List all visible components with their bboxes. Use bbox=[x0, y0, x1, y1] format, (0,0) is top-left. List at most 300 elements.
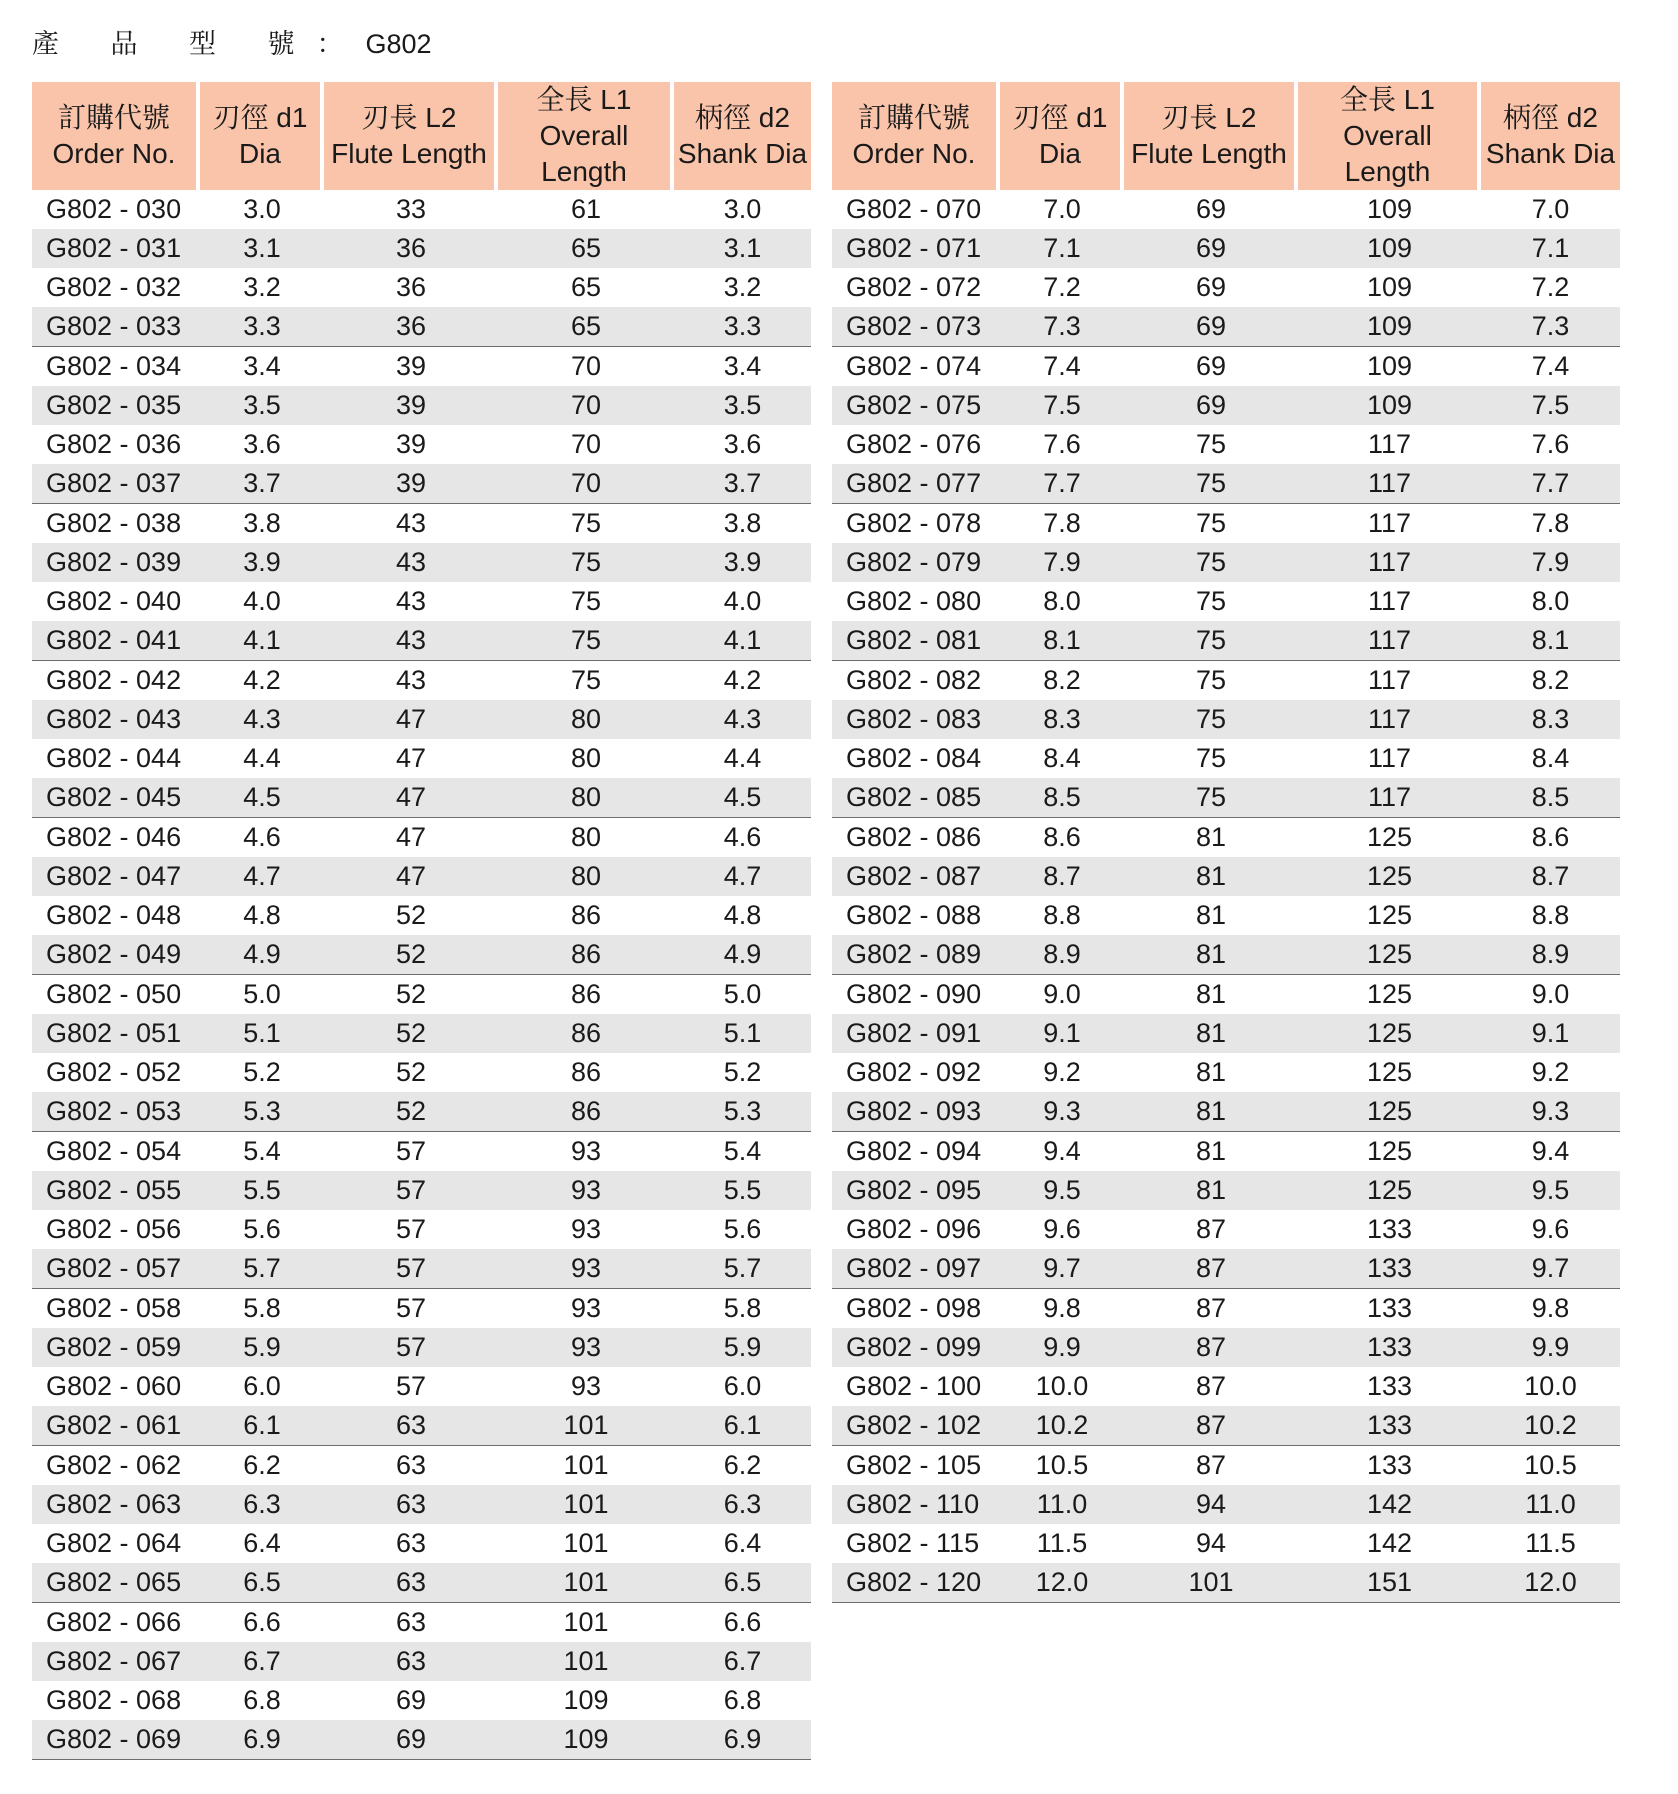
order-number-cell: G802 - 079 bbox=[832, 543, 1000, 582]
value-cell: 69 bbox=[1195, 351, 1227, 381]
table-row bbox=[32, 1524, 811, 1563]
value-cell: 93 bbox=[498, 1328, 674, 1367]
order-number-cell: G802 - 057 bbox=[32, 1249, 200, 1289]
value-cell: 8.5 bbox=[1481, 778, 1620, 818]
order-number-cell: G802 - 094 bbox=[846, 1136, 982, 1166]
order-number-cell: G802 - 078 bbox=[846, 508, 982, 538]
value-cell: 70 bbox=[498, 464, 674, 504]
value-cell: 10.0 bbox=[1035, 1371, 1089, 1401]
table-row bbox=[32, 1563, 811, 1603]
value-cell: 5.0 bbox=[243, 979, 281, 1009]
table-row bbox=[832, 1092, 1620, 1132]
table-row bbox=[832, 1249, 1620, 1289]
value-cell: 8.6 bbox=[1531, 822, 1570, 852]
order-number-cell: G802 - 067 bbox=[32, 1642, 200, 1681]
value-cell: 125 bbox=[1366, 822, 1413, 852]
value-cell: 36 bbox=[324, 229, 498, 268]
table-row bbox=[32, 190, 811, 229]
order-number-cell: G802 - 031 bbox=[32, 229, 200, 268]
value-cell: 10.2 bbox=[1481, 1406, 1620, 1446]
header-row bbox=[832, 82, 1620, 190]
value-cell: 7.5 bbox=[1481, 386, 1620, 425]
value-cell: 87 bbox=[1124, 1249, 1298, 1289]
table-row bbox=[32, 1367, 811, 1406]
value-cell: 47 bbox=[324, 700, 498, 739]
order-number-cell: G802 - 088 bbox=[846, 900, 982, 930]
order-number-cell: G802 - 056 bbox=[46, 1214, 182, 1244]
value-cell: 4.2 bbox=[243, 665, 281, 695]
order-number-cell: G802 - 048 bbox=[46, 900, 182, 930]
value-cell: 80 bbox=[498, 857, 674, 896]
value-cell: 39 bbox=[395, 429, 427, 459]
value-cell: 101 bbox=[498, 1485, 674, 1524]
value-cell: 9.8 bbox=[1043, 1293, 1081, 1323]
order-number-cell: G802 - 051 bbox=[32, 1014, 200, 1053]
value-cell: 75 bbox=[1124, 778, 1298, 818]
order-number-cell: G802 - 059 bbox=[32, 1328, 200, 1367]
order-number-cell: G802 - 038 bbox=[46, 508, 182, 538]
value-cell: 93 bbox=[570, 1214, 602, 1244]
value-cell: 109 bbox=[1366, 272, 1413, 302]
value-cell: 142 bbox=[1366, 1528, 1413, 1558]
value-cell: 4.7 bbox=[674, 857, 811, 896]
value-cell: 87 bbox=[1195, 1293, 1227, 1323]
value-cell: 93 bbox=[570, 1136, 602, 1166]
page-title bbox=[32, 22, 432, 61]
value-cell: 6.6 bbox=[723, 1607, 762, 1637]
value-cell: 70 bbox=[570, 429, 602, 459]
value-cell: 57 bbox=[395, 1214, 427, 1244]
value-cell: 8.2 bbox=[1531, 665, 1570, 695]
table-row bbox=[832, 504, 1620, 543]
value-cell: 109 bbox=[1298, 386, 1481, 425]
value-cell: 43 bbox=[395, 665, 427, 695]
table-row bbox=[832, 1289, 1620, 1328]
value-cell: 63 bbox=[324, 1406, 498, 1446]
table-row bbox=[32, 935, 811, 975]
value-cell: 117 bbox=[1367, 508, 1412, 538]
value-cell: 57 bbox=[324, 1171, 498, 1210]
value-cell: 101 bbox=[563, 1450, 609, 1480]
column-header bbox=[1000, 82, 1124, 190]
value-cell: 5.1 bbox=[200, 1014, 324, 1053]
table-row bbox=[32, 1406, 811, 1446]
value-cell: 3.6 bbox=[723, 429, 762, 459]
value-cell: 5.6 bbox=[243, 1214, 281, 1244]
order-number-cell: G802 - 032 bbox=[46, 272, 182, 302]
order-number-cell: G802 - 052 bbox=[46, 1057, 182, 1087]
table-row bbox=[832, 1406, 1620, 1446]
table-row bbox=[32, 268, 811, 307]
table-row bbox=[32, 857, 811, 896]
value-cell: 117 bbox=[1298, 464, 1481, 504]
value-cell: 9.3 bbox=[1000, 1092, 1124, 1132]
table-row bbox=[832, 1446, 1620, 1485]
value-cell: 9.5 bbox=[1000, 1171, 1124, 1210]
table-row bbox=[832, 857, 1620, 896]
value-cell: 3.8 bbox=[723, 508, 762, 538]
value-cell: 125 bbox=[1298, 1014, 1481, 1053]
value-cell: 125 bbox=[1366, 1136, 1413, 1166]
value-cell: 70 bbox=[498, 386, 674, 425]
table-row bbox=[32, 504, 811, 543]
value-cell: 11.0 bbox=[1000, 1485, 1124, 1524]
value-cell: 117 bbox=[1367, 665, 1412, 695]
order-number-cell: G802 - 035 bbox=[32, 386, 200, 425]
table-row bbox=[832, 1171, 1620, 1210]
spec-table-left bbox=[32, 82, 811, 1760]
value-cell: 9.7 bbox=[1000, 1249, 1124, 1289]
column-header-en: Shank Dia bbox=[677, 138, 808, 169]
value-cell: 3.0 bbox=[723, 194, 762, 224]
value-cell: 75 bbox=[1195, 743, 1227, 773]
table-row bbox=[832, 425, 1620, 464]
value-cell: 86 bbox=[498, 1014, 674, 1053]
value-cell: 12.0 bbox=[1000, 1563, 1124, 1603]
table-row bbox=[832, 1132, 1620, 1171]
value-cell: 81 bbox=[1124, 935, 1298, 975]
value-cell: 8.4 bbox=[1043, 743, 1081, 773]
value-cell: 63 bbox=[395, 1528, 427, 1558]
column-header-en: Flute Length bbox=[331, 138, 487, 169]
value-cell: 7.8 bbox=[1043, 508, 1081, 538]
value-cell: 4.1 bbox=[200, 621, 324, 661]
order-number-cell: G802 - 071 bbox=[832, 229, 1000, 268]
value-cell: 4.3 bbox=[200, 700, 324, 739]
table-row bbox=[832, 464, 1620, 504]
order-number-cell: G802 - 061 bbox=[32, 1406, 200, 1446]
value-cell: 8.1 bbox=[1481, 621, 1620, 661]
value-cell: 75 bbox=[498, 621, 674, 661]
value-cell: 3.6 bbox=[243, 429, 281, 459]
order-number-cell: G802 - 120 bbox=[832, 1563, 1000, 1603]
value-cell: 9.6 bbox=[1531, 1214, 1570, 1244]
column-header-en: Overall Length bbox=[539, 120, 629, 187]
value-cell: 101 bbox=[498, 1563, 674, 1603]
order-number-cell: G802 - 055 bbox=[32, 1171, 200, 1210]
table-row bbox=[32, 386, 811, 425]
value-cell: 125 bbox=[1366, 1057, 1413, 1087]
value-cell: 57 bbox=[395, 1371, 427, 1401]
value-cell: 81 bbox=[1124, 1092, 1298, 1132]
value-cell: 117 bbox=[1367, 743, 1412, 773]
table-body bbox=[832, 190, 1620, 1603]
value-cell: 36 bbox=[395, 272, 427, 302]
value-cell: 117 bbox=[1298, 700, 1481, 739]
value-cell: 57 bbox=[324, 1328, 498, 1367]
order-number-cell: G802 - 074 bbox=[846, 351, 982, 381]
value-cell: 3.5 bbox=[674, 386, 811, 425]
value-cell: 3.7 bbox=[674, 464, 811, 504]
value-cell: 8.7 bbox=[1000, 857, 1124, 896]
value-cell: 75 bbox=[1124, 464, 1298, 504]
order-number-cell: G802 - 077 bbox=[832, 464, 1000, 504]
table-row bbox=[832, 1053, 1620, 1092]
value-cell: 125 bbox=[1366, 979, 1413, 1009]
value-cell: 9.9 bbox=[1481, 1328, 1620, 1367]
value-cell: 117 bbox=[1298, 543, 1481, 582]
value-cell: 81 bbox=[1195, 822, 1227, 852]
column-header-en: Shank Dia bbox=[1485, 138, 1616, 169]
value-cell: 87 bbox=[1195, 1371, 1227, 1401]
value-cell: 52 bbox=[395, 900, 427, 930]
value-cell: 101 bbox=[563, 1528, 609, 1558]
value-cell: 109 bbox=[1298, 229, 1481, 268]
spec-table-right bbox=[832, 82, 1620, 1603]
table-row bbox=[832, 1367, 1620, 1406]
value-cell: 3.3 bbox=[674, 307, 811, 347]
value-cell: 86 bbox=[570, 979, 602, 1009]
order-number-cell: G802 - 062 bbox=[46, 1450, 182, 1480]
order-number-cell: G802 - 044 bbox=[46, 743, 182, 773]
value-cell: 7.6 bbox=[1043, 429, 1081, 459]
value-cell: 86 bbox=[498, 935, 674, 975]
order-number-cell: G802 - 066 bbox=[46, 1607, 182, 1637]
value-cell: 52 bbox=[395, 979, 427, 1009]
order-number-cell: G802 - 060 bbox=[46, 1371, 182, 1401]
value-cell: 80 bbox=[498, 700, 674, 739]
value-cell: 75 bbox=[498, 543, 674, 582]
order-number-cell: G802 - 098 bbox=[846, 1293, 982, 1323]
value-cell: 133 bbox=[1298, 1249, 1481, 1289]
value-cell: 75 bbox=[1124, 700, 1298, 739]
order-number-cell: G802 - 082 bbox=[846, 665, 982, 695]
value-cell: 5.9 bbox=[200, 1328, 324, 1367]
value-cell: 69 bbox=[1195, 194, 1227, 224]
value-cell: 6.9 bbox=[200, 1720, 324, 1760]
table-row bbox=[32, 1053, 811, 1092]
order-number-cell: G802 - 047 bbox=[32, 857, 200, 896]
column-header-zh: 訂購代號 bbox=[857, 102, 970, 133]
value-cell: 101 bbox=[1124, 1563, 1298, 1603]
column-header-zh: 柄徑 d2 bbox=[695, 102, 790, 133]
table-row bbox=[32, 1681, 811, 1720]
value-cell: 36 bbox=[324, 307, 498, 347]
value-cell: 8.2 bbox=[1043, 665, 1081, 695]
value-cell: 87 bbox=[1195, 1214, 1227, 1244]
value-cell: 125 bbox=[1298, 1171, 1481, 1210]
header-row bbox=[32, 82, 811, 190]
value-cell: 10.5 bbox=[1524, 1450, 1577, 1480]
order-number-cell: G802 - 090 bbox=[846, 979, 982, 1009]
value-cell: 4.0 bbox=[243, 586, 281, 616]
value-cell: 69 bbox=[324, 1720, 498, 1760]
value-cell: 6.2 bbox=[243, 1450, 281, 1480]
order-number-cell: G802 - 030 bbox=[46, 194, 182, 224]
value-cell: 4.0 bbox=[723, 586, 762, 616]
column-header bbox=[674, 82, 811, 190]
column-header-zh: 刃徑 d1 bbox=[1012, 102, 1108, 133]
table-row bbox=[832, 1485, 1620, 1524]
value-cell: 52 bbox=[324, 935, 498, 975]
table-row bbox=[32, 425, 811, 464]
order-number-cell: G802 - 072 bbox=[846, 272, 982, 302]
table-row bbox=[32, 1171, 811, 1210]
title-label: 產 品 型 號： bbox=[32, 29, 366, 59]
value-cell: 12.0 bbox=[1481, 1563, 1620, 1603]
order-number-cell: G802 - 080 bbox=[846, 586, 982, 616]
value-cell: 133 bbox=[1366, 1371, 1413, 1401]
order-number-cell: G802 - 087 bbox=[832, 857, 1000, 896]
value-cell: 7.2 bbox=[1043, 272, 1081, 302]
value-cell: 5.7 bbox=[200, 1249, 324, 1289]
value-cell: 6.0 bbox=[723, 1371, 762, 1401]
order-number-cell: G802 - 095 bbox=[832, 1171, 1000, 1210]
column-header-en: Overall Length bbox=[1343, 120, 1432, 187]
value-cell: 7.0 bbox=[1043, 194, 1081, 224]
value-cell: 8.9 bbox=[1481, 935, 1620, 975]
value-cell: 65 bbox=[498, 307, 674, 347]
order-number-cell: G802 - 081 bbox=[832, 621, 1000, 661]
column-header bbox=[32, 82, 200, 190]
value-cell: 52 bbox=[324, 1014, 498, 1053]
value-cell: 39 bbox=[324, 464, 498, 504]
value-cell: 39 bbox=[324, 386, 498, 425]
value-cell: 133 bbox=[1366, 1293, 1413, 1323]
order-number-cell: G802 - 042 bbox=[46, 665, 182, 695]
value-cell: 4.8 bbox=[243, 900, 281, 930]
order-number-cell: G802 - 092 bbox=[846, 1057, 982, 1087]
value-cell: 7.1 bbox=[1000, 229, 1124, 268]
order-number-cell: G802 - 069 bbox=[32, 1720, 200, 1760]
table-row bbox=[32, 1249, 811, 1289]
value-cell: 8.4 bbox=[1531, 743, 1570, 773]
value-cell: 87 bbox=[1124, 1328, 1298, 1367]
value-cell: 117 bbox=[1298, 621, 1481, 661]
table-row bbox=[32, 1014, 811, 1053]
order-number-cell: G802 - 058 bbox=[46, 1293, 182, 1323]
table-row bbox=[832, 1524, 1620, 1563]
order-number-cell: G802 - 033 bbox=[32, 307, 200, 347]
order-number-cell: G802 - 041 bbox=[32, 621, 200, 661]
column-header-zh: 全長 L1 bbox=[1340, 84, 1435, 115]
value-cell: 69 bbox=[1124, 229, 1298, 268]
table-row bbox=[32, 1642, 811, 1681]
table-row bbox=[32, 347, 811, 386]
column-header-zh: 柄徑 d2 bbox=[1503, 102, 1598, 133]
value-cell: 3.9 bbox=[674, 543, 811, 582]
value-cell: 63 bbox=[324, 1563, 498, 1603]
order-number-cell: G802 - 096 bbox=[846, 1214, 982, 1244]
column-header-zh: 刃徑 d1 bbox=[212, 102, 308, 133]
value-cell: 6.8 bbox=[723, 1685, 762, 1715]
table-row bbox=[32, 1289, 811, 1328]
value-cell: 10.5 bbox=[1035, 1450, 1089, 1480]
order-number-cell: G802 - 093 bbox=[832, 1092, 1000, 1132]
value-cell: 93 bbox=[498, 1249, 674, 1289]
table-row bbox=[832, 268, 1620, 307]
order-number-cell: G802 - 076 bbox=[846, 429, 982, 459]
value-cell: 7.4 bbox=[1531, 351, 1570, 381]
value-cell: 133 bbox=[1366, 1450, 1413, 1480]
value-cell: 125 bbox=[1298, 935, 1481, 975]
table-row bbox=[832, 896, 1620, 935]
value-cell: 93 bbox=[570, 1293, 602, 1323]
value-cell: 6.6 bbox=[243, 1607, 281, 1637]
column-header bbox=[200, 82, 324, 190]
value-cell: 57 bbox=[395, 1136, 427, 1166]
column-header-en: Order No. bbox=[852, 138, 976, 169]
value-cell: 8.5 bbox=[1000, 778, 1124, 818]
value-cell: 3.4 bbox=[243, 351, 281, 381]
value-cell: 39 bbox=[395, 351, 427, 381]
value-cell: 65 bbox=[498, 229, 674, 268]
value-cell: 6.5 bbox=[674, 1563, 811, 1603]
value-cell: 81 bbox=[1124, 1171, 1298, 1210]
value-cell: 9.8 bbox=[1531, 1293, 1570, 1323]
table-row bbox=[32, 1210, 811, 1249]
value-cell: 43 bbox=[395, 508, 427, 538]
value-cell: 109 bbox=[498, 1720, 674, 1760]
column-header bbox=[832, 82, 1000, 190]
value-cell: 109 bbox=[1298, 307, 1481, 347]
value-cell: 7.1 bbox=[1481, 229, 1620, 268]
value-cell: 6.3 bbox=[674, 1485, 811, 1524]
order-number-cell: G802 - 034 bbox=[46, 351, 182, 381]
order-number-cell: G802 - 070 bbox=[846, 194, 982, 224]
value-cell: 109 bbox=[1366, 351, 1413, 381]
order-number-cell: G802 - 102 bbox=[832, 1406, 1000, 1446]
value-cell: 8.1 bbox=[1000, 621, 1124, 661]
value-cell: 4.7 bbox=[200, 857, 324, 896]
value-cell: 9.4 bbox=[1531, 1136, 1570, 1166]
value-cell: 81 bbox=[1195, 979, 1227, 1009]
value-cell: 47 bbox=[324, 857, 498, 896]
value-cell: 7.2 bbox=[1531, 272, 1570, 302]
value-cell: 6.3 bbox=[200, 1485, 324, 1524]
order-number-cell: G802 - 049 bbox=[32, 935, 200, 975]
model-number: G802 bbox=[365, 29, 432, 59]
table-row bbox=[32, 739, 811, 778]
value-cell: 57 bbox=[395, 1293, 427, 1323]
order-number-cell: G802 - 036 bbox=[46, 429, 182, 459]
value-cell: 4.6 bbox=[243, 822, 281, 852]
value-cell: 133 bbox=[1298, 1328, 1481, 1367]
value-cell: 6.8 bbox=[243, 1685, 281, 1715]
value-cell: 133 bbox=[1366, 1214, 1413, 1244]
value-cell: 81 bbox=[1195, 1057, 1227, 1087]
order-number-cell: G802 - 054 bbox=[46, 1136, 182, 1166]
value-cell: 3.2 bbox=[243, 272, 281, 302]
table-row bbox=[832, 229, 1620, 268]
value-cell: 6.2 bbox=[723, 1450, 762, 1480]
value-cell: 47 bbox=[395, 743, 427, 773]
value-cell: 9.9 bbox=[1000, 1328, 1124, 1367]
value-cell: 7.8 bbox=[1531, 508, 1570, 538]
table-row bbox=[832, 307, 1620, 347]
value-cell: 6.4 bbox=[723, 1528, 762, 1558]
table-row bbox=[32, 1485, 811, 1524]
order-number-cell: G802 - 110 bbox=[832, 1485, 1000, 1524]
order-number-cell: G802 - 100 bbox=[846, 1371, 982, 1401]
value-cell: 70 bbox=[570, 351, 602, 381]
value-cell: 52 bbox=[395, 1057, 427, 1087]
value-cell: 9.4 bbox=[1043, 1136, 1081, 1166]
order-number-cell: G802 - 086 bbox=[846, 822, 982, 852]
table-row bbox=[832, 190, 1620, 229]
table-row bbox=[32, 1720, 811, 1760]
value-cell: 6.9 bbox=[674, 1720, 811, 1760]
column-header-zh: 刃長 L2 bbox=[1161, 102, 1257, 133]
column-header bbox=[324, 82, 498, 190]
value-cell: 3.8 bbox=[243, 508, 281, 538]
table-row bbox=[32, 229, 811, 268]
value-cell: 8.8 bbox=[1043, 900, 1081, 930]
value-cell: 8.0 bbox=[1531, 586, 1570, 616]
value-cell: 80 bbox=[498, 778, 674, 818]
order-number-cell: G802 - 097 bbox=[832, 1249, 1000, 1289]
table-row bbox=[32, 464, 811, 504]
